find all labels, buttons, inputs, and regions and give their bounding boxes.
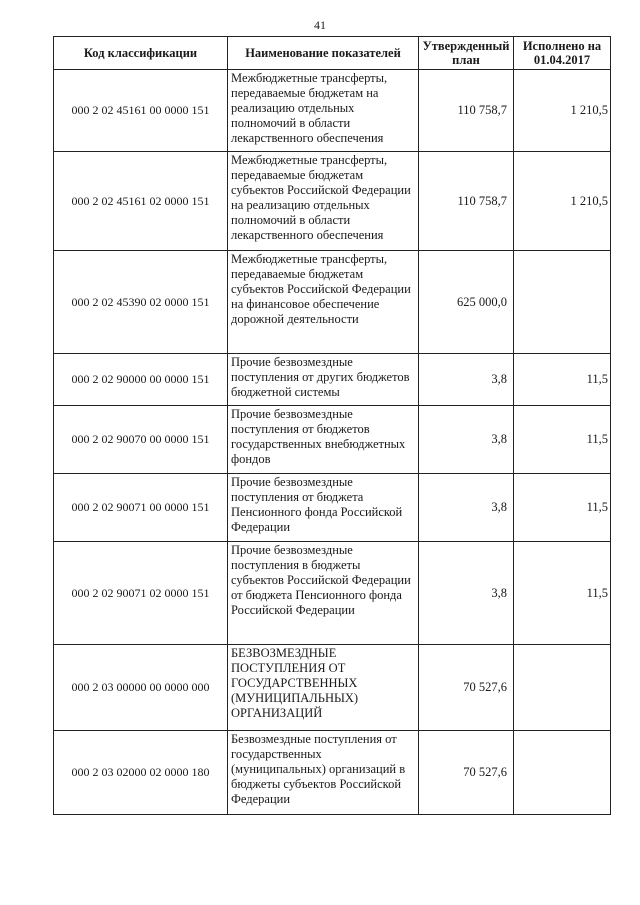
row-executed [514, 645, 611, 731]
row-code: 000 2 02 90000 00 0000 151 [54, 354, 228, 406]
table-row [54, 406, 611, 474]
table-row [54, 70, 611, 152]
row-plan: 3,8 [419, 406, 514, 474]
header-plan-line1: Утвержденный [422, 39, 510, 53]
row-code: 000 2 02 90071 02 0000 151 [54, 542, 228, 645]
table-row [54, 354, 611, 406]
row-plan: 70 527,6 [419, 645, 514, 731]
row-name: БЕЗВОЗМЕЗДНЫЕ ПОСТУПЛЕНИЯ ОТ ГОСУДАРСТВЕННЫХ (МУНИЦИПАЛЬНЫХ) ОРГАНИЗАЦИЙ [228, 645, 419, 731]
row-name: Прочие безвозмездные поступления от других бюджетов бюджетной системы [228, 354, 419, 406]
row-name: Межбюджетные трансферты, передаваемые бюджетам на реализацию отдельных полномочий в области лекарственного обеспечения [228, 70, 419, 152]
header-executed [514, 37, 611, 70]
row-code: 000 2 03 02000 02 0000 180 [54, 731, 228, 815]
row-executed [514, 731, 611, 815]
row-plan: 3,8 [419, 474, 514, 542]
row-executed: 1 210,5 [514, 70, 611, 152]
header-code: Код классификации [54, 37, 228, 70]
header-plan [419, 37, 514, 70]
row-name: Прочие безвозмездные поступления от бюджета Пенсионного фонда Российской Федерации [228, 474, 419, 542]
row-executed: 11,5 [514, 474, 611, 542]
row-code: 000 2 02 45161 00 0000 151 [54, 70, 228, 152]
row-name: Межбюджетные трансферты, передаваемые бюджетам субъектов Российской Федерации на финансовое обеспечение дорожной деятельности [228, 251, 419, 354]
header-executed-line1: Исполнено на [522, 39, 602, 53]
row-executed: 11,5 [514, 542, 611, 645]
page-number: 41 [314, 18, 326, 32]
budget-table [53, 36, 611, 815]
row-name: Прочие безвозмездные поступления в бюджеты субъектов Российской Федерации от бюджета Пенсионного фонда Российской Федерации [228, 542, 419, 645]
row-plan: 70 527,6 [419, 731, 514, 815]
row-executed [514, 251, 611, 354]
row-code: 000 2 02 90070 00 0000 151 [54, 406, 228, 474]
table-row [54, 542, 611, 645]
row-plan: 3,8 [419, 354, 514, 406]
row-name: Прочие безвозмездные поступления от бюджетов государственных внебюджетных фондов [228, 406, 419, 474]
header-name: Наименование показателей [228, 37, 419, 70]
row-plan: 625 000,0 [419, 251, 514, 354]
row-code: 000 2 02 45161 02 0000 151 [54, 152, 228, 251]
row-code: 000 2 03 00000 00 0000 000 [54, 645, 228, 731]
row-plan: 3,8 [419, 542, 514, 645]
table-header-row [54, 37, 611, 70]
row-plan: 110 758,7 [419, 152, 514, 251]
table-row [54, 251, 611, 354]
table-row [54, 731, 611, 815]
row-code: 000 2 02 90071 00 0000 151 [54, 474, 228, 542]
row-code: 000 2 02 45390 02 0000 151 [54, 251, 228, 354]
row-executed: 1 210,5 [514, 152, 611, 251]
header-executed-line2: 01.04.2017 [533, 53, 591, 67]
table-row [54, 645, 611, 731]
table-row [54, 152, 611, 251]
row-plan: 110 758,7 [419, 70, 514, 152]
header-plan-line2: план [452, 53, 480, 67]
row-executed: 11,5 [514, 354, 611, 406]
row-executed: 11,5 [514, 406, 611, 474]
row-name: Безвозмездные поступления от государственных (муниципальных) организаций в бюджеты субъектов Российской Федерации [228, 731, 419, 815]
table-row [54, 474, 611, 542]
row-name: Межбюджетные трансферты, передаваемые бюджетам субъектов Российской Федерации на реализацию отдельных полномочий в области лекарственного обеспечения [228, 152, 419, 251]
